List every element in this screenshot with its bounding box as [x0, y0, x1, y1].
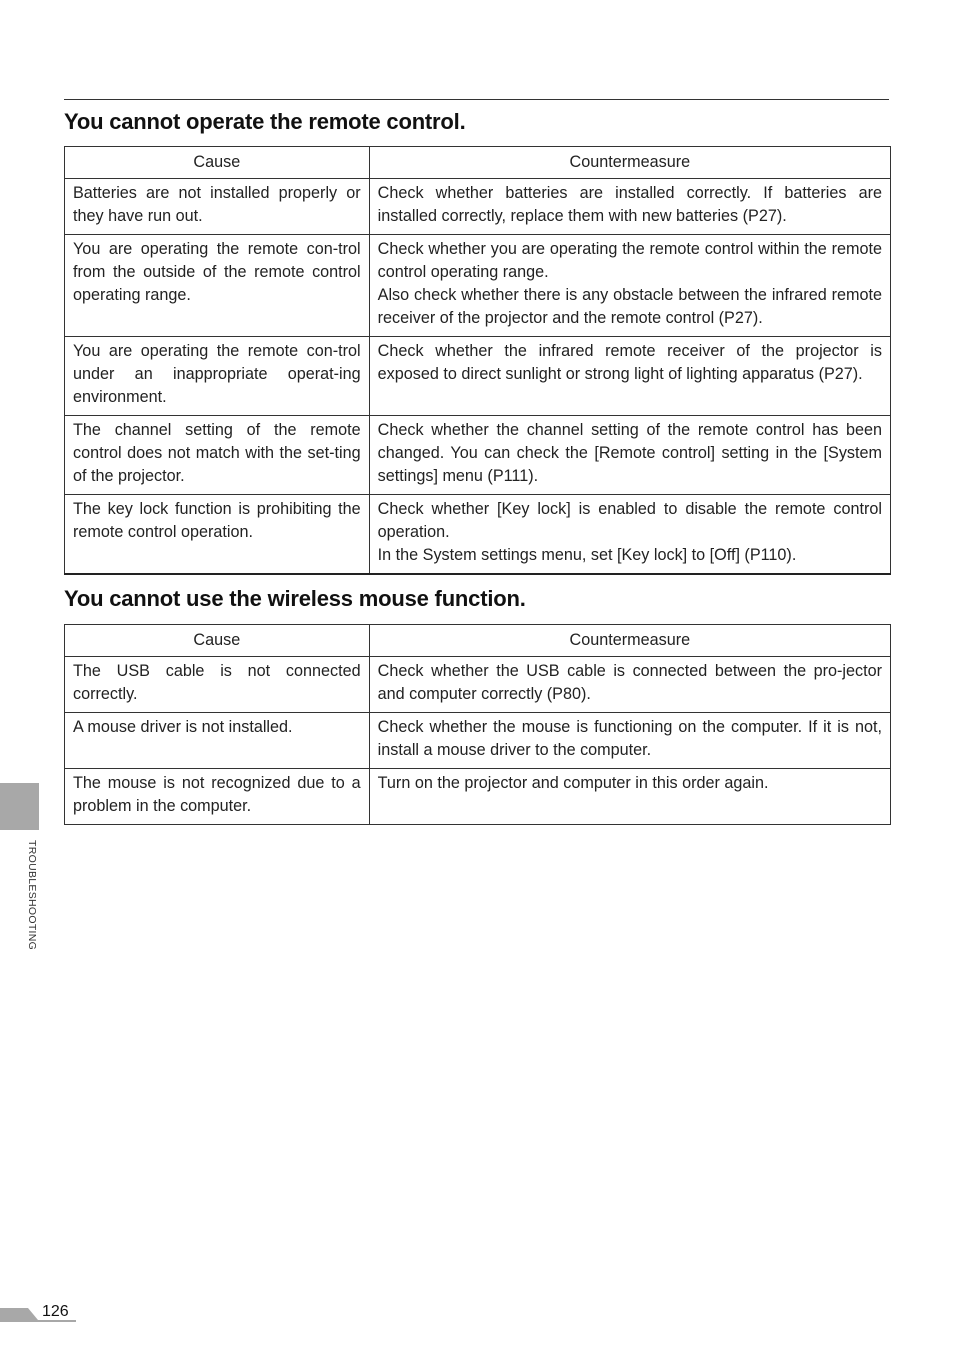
countermeasure-text: Also check whether there is any obstacle between the infrared remote receiver of the projector and the remote control (P27). [377, 286, 882, 327]
wireless-mouse-troubleshooting-table [64, 624, 891, 825]
countermeasure-cell [369, 235, 890, 337]
table-row [65, 769, 891, 825]
cause-cell: A mouse driver is not installed. [65, 713, 370, 769]
table-header-row [65, 625, 891, 657]
table-row [65, 657, 891, 713]
table-row [65, 179, 891, 235]
remote-control-troubleshooting-table [64, 146, 891, 575]
countermeasure-cell [369, 337, 890, 416]
countermeasure-cell [369, 416, 890, 495]
countermeasure-text: Check whether you are operating the remote control within the remote control operating range. [377, 240, 882, 281]
countermeasure-cell [369, 769, 890, 825]
chapter-tab-marker [0, 783, 39, 830]
countermeasure-cell [369, 657, 890, 713]
cause-cell: You are operating the remote con-trol under an inappropriate operat-ing environment. [65, 337, 370, 416]
cause-cell: The key lock function is prohibiting the remote control operation. [65, 495, 370, 575]
table-row [65, 416, 891, 495]
cause-cell: The channel setting of the remote control does not match with the set-ting of the projector. [65, 416, 370, 495]
countermeasure-text: In the System settings menu, set [Key lock] to [Off] (P110). [377, 546, 797, 564]
cause-cell: You are operating the remote con-trol from the outside of the remote control operating range. [65, 235, 370, 337]
chapter-label: TROUBLESHOOTING [26, 840, 38, 951]
page-number: 126 [42, 1303, 69, 1320]
table-row [65, 337, 891, 416]
top-divider [64, 99, 889, 100]
countermeasure-text: Check whether batteries are installed correctly. If batteries are installed correctly, replace them with new batteries (P27). [377, 184, 882, 225]
table-row [65, 235, 891, 337]
countermeasure-text: Check whether [Key lock] is enabled to disable the remote control operation. [377, 500, 882, 541]
countermeasure-text: Check whether the channel setting of the remote control has been changed. You can check the [Remote control] setting in the [System settings] menu (P111). [377, 421, 882, 485]
countermeasure-cell [369, 713, 890, 769]
countermeasure-column-header: Countermeasure [369, 147, 890, 179]
cause-column-header: Cause [65, 147, 370, 179]
cause-column-header: Cause [65, 625, 370, 657]
cause-cell: Batteries are not installed properly or they have run out. [65, 179, 370, 235]
countermeasure-text: Check whether the mouse is functioning on the computer. If it is not, install a mouse driver to the computer. [377, 718, 882, 759]
countermeasure-cell [369, 495, 890, 575]
table-row [65, 495, 891, 575]
cause-cell: The USB cable is not connected correctly. [65, 657, 370, 713]
countermeasure-text: Check whether the USB cable is connected between the pro-jector and computer correctly (P80). [377, 662, 882, 703]
countermeasure-cell [369, 179, 890, 235]
countermeasure-text: Check whether the infrared remote receiver of the projector is exposed to direct sunlight or strong light of lighting apparatus (P27). [377, 342, 882, 383]
countermeasure-column-header: Countermeasure [369, 625, 890, 657]
table-header-row [65, 147, 891, 179]
countermeasure-text: Turn on the projector and computer in this order again. [377, 774, 769, 792]
cause-cell: The mouse is not recognized due to a problem in the computer. [65, 769, 370, 825]
table-row [65, 713, 891, 769]
section-heading-remote-control: You cannot operate the remote control. [64, 109, 466, 134]
section-heading-wireless-mouse: You cannot use the wireless mouse function. [64, 586, 526, 611]
